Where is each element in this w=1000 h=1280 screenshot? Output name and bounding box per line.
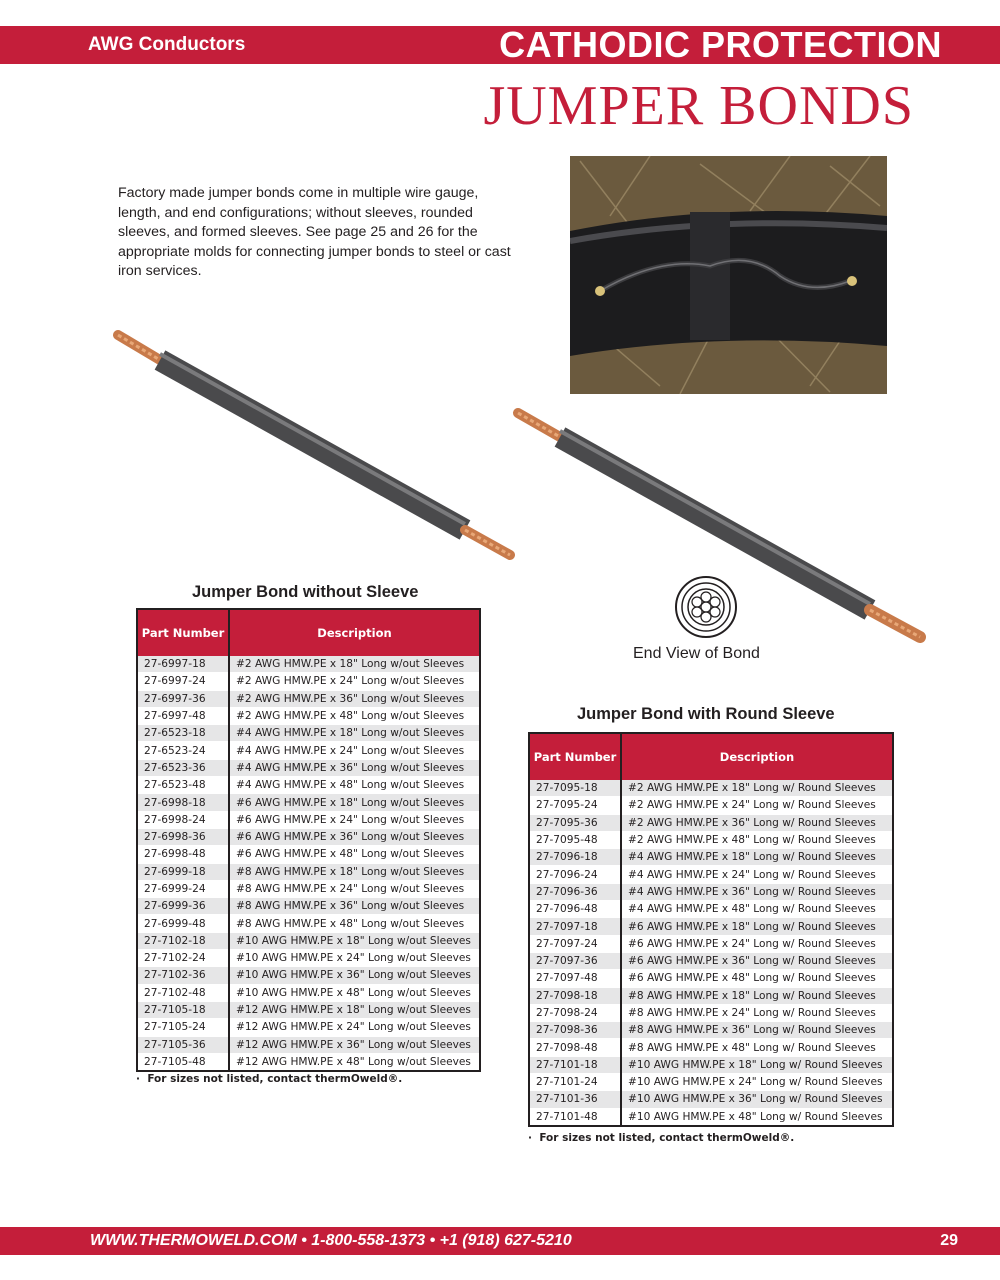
part-number-cell: 27-6999-24 <box>137 880 229 897</box>
part-number-cell: 27-6999-36 <box>137 898 229 915</box>
table-row <box>137 673 480 690</box>
section-label: AWG Conductors <box>88 34 246 55</box>
part-number-cell: 27-7102-18 <box>137 932 229 949</box>
table-row <box>529 883 893 900</box>
table-row <box>529 1004 893 1021</box>
table-row <box>137 828 480 845</box>
description-cell: #10 AWG HMW.PE x 36" Long w/ Round Sleeves <box>621 1091 893 1108</box>
table-row <box>137 656 480 673</box>
part-number-cell: 27-7095-24 <box>529 797 621 814</box>
part-number-cell: 27-6997-18 <box>137 656 229 673</box>
description-cell: #4 AWG HMW.PE x 18" Long w/out Sleeves <box>229 725 480 742</box>
table-row <box>529 987 893 1004</box>
description-cell: #2 AWG HMW.PE x 48" Long w/ Round Sleeves <box>621 831 893 848</box>
part-number-cell: 27-7095-48 <box>529 831 621 848</box>
description-cell: #4 AWG HMW.PE x 18" Long w/ Round Sleeves <box>621 849 893 866</box>
table-row <box>529 952 893 969</box>
description-cell: #2 AWG HMW.PE x 48" Long w/out Sleeves <box>229 707 480 724</box>
part-number-cell: 27-6997-24 <box>137 673 229 690</box>
part-number-cell: 27-7098-18 <box>529 987 621 1004</box>
description-cell: #8 AWG HMW.PE x 48" Long w/out Sleeves <box>229 915 480 932</box>
part-number-cell: 27-7096-48 <box>529 901 621 918</box>
description-cell: #8 AWG HMW.PE x 24" Long w/out Sleeves <box>229 880 480 897</box>
table-row <box>529 918 893 935</box>
part-number-cell: 27-7102-36 <box>137 967 229 984</box>
part-number-cell: 27-6523-48 <box>137 777 229 794</box>
description-cell: #8 AWG HMW.PE x 36" Long w/out Sleeves <box>229 898 480 915</box>
table-row <box>137 950 480 967</box>
parts-table-round-sleeve <box>528 732 894 1127</box>
description-cell: #4 AWG HMW.PE x 48" Long w/ Round Sleeves <box>621 901 893 918</box>
part-number-cell: 27-6523-24 <box>137 742 229 759</box>
part-number-cell: 27-7102-24 <box>137 950 229 967</box>
part-number-cell: 27-7098-48 <box>529 1039 621 1056</box>
description-cell: #4 AWG HMW.PE x 36" Long w/out Sleeves <box>229 759 480 776</box>
description-cell: #4 AWG HMW.PE x 24" Long w/out Sleeves <box>229 742 480 759</box>
table-row <box>529 1108 893 1126</box>
part-number-cell: 27-6997-48 <box>137 707 229 724</box>
part-number-cell: 27-7096-24 <box>529 866 621 883</box>
table-row <box>137 967 480 984</box>
table-row <box>529 1022 893 1039</box>
part-number-cell: 27-7096-18 <box>529 849 621 866</box>
part-number-cell: 27-7105-36 <box>137 1036 229 1053</box>
table-row <box>529 1039 893 1056</box>
part-number-cell: 27-7105-24 <box>137 1019 229 1036</box>
table-row <box>137 880 480 897</box>
table-row <box>137 932 480 949</box>
installed-bond-photo <box>570 156 887 394</box>
part-number-cell: 27-7095-18 <box>529 780 621 797</box>
description-cell: #10 AWG HMW.PE x 18" Long w/ Round Sleeves <box>621 1056 893 1073</box>
description-cell: #10 AWG HMW.PE x 48" Long w/ Round Sleeves <box>621 1108 893 1126</box>
table-row <box>529 814 893 831</box>
part-number-cell: 27-7101-24 <box>529 1074 621 1091</box>
part-number-cell: 27-6999-18 <box>137 863 229 880</box>
bond-end-view-icon <box>674 575 738 639</box>
description-cell: #6 AWG HMW.PE x 24" Long w/ Round Sleeves <box>621 935 893 952</box>
table-row <box>137 707 480 724</box>
table-row <box>137 759 480 776</box>
description-cell: #4 AWG HMW.PE x 48" Long w/out Sleeves <box>229 777 480 794</box>
table-row <box>137 690 480 707</box>
table-row <box>137 1001 480 1018</box>
intro-paragraph: Factory made jumper bonds come in multiple wire gauge, length, and end configurations; without sleeves, rounded sleeves, and formed sleeves. See page 25 and 26 for the appropriate molds for connecting jumper bonds to steel or cast iron services. <box>118 185 511 279</box>
col-header-description: Description <box>229 609 480 656</box>
description-cell: #10 AWG HMW.PE x 18" Long w/out Sleeves <box>229 932 480 949</box>
part-number-cell: 27-6999-48 <box>137 915 229 932</box>
table-row <box>529 831 893 848</box>
description-cell: #10 AWG HMW.PE x 24" Long w/out Sleeves <box>229 950 480 967</box>
description-cell: #2 AWG HMW.PE x 24" Long w/ Round Sleeves <box>621 797 893 814</box>
part-number-cell: 27-6998-48 <box>137 846 229 863</box>
table-row <box>529 1074 893 1091</box>
table-row <box>137 777 480 794</box>
part-number-cell: 27-6998-36 <box>137 828 229 845</box>
description-cell: #4 AWG HMW.PE x 36" Long w/ Round Sleeves <box>621 883 893 900</box>
description-cell: #10 AWG HMW.PE x 36" Long w/out Sleeves <box>229 967 480 984</box>
end-view-label: End View of Bond <box>633 645 760 662</box>
footnote-no-sleeve: · For sizes not listed, contact thermOweld®. <box>136 1073 403 1085</box>
table-row <box>137 863 480 880</box>
part-number-cell: 27-6523-18 <box>137 725 229 742</box>
part-number-cell: 27-7102-48 <box>137 984 229 1001</box>
footnote-round-sleeve: · For sizes not listed, contact thermOweld®. <box>528 1132 795 1144</box>
part-number-cell: 27-6998-18 <box>137 794 229 811</box>
table-row <box>529 1056 893 1073</box>
table-row <box>529 935 893 952</box>
table-row <box>529 901 893 918</box>
part-number-cell: 27-7097-24 <box>529 935 621 952</box>
part-number-cell: 27-7105-48 <box>137 1053 229 1071</box>
table-row <box>137 725 480 742</box>
table-row <box>137 898 480 915</box>
description-cell: #2 AWG HMW.PE x 18" Long w/ Round Sleeves <box>621 780 893 797</box>
table-row <box>137 846 480 863</box>
table-row <box>137 811 480 828</box>
description-cell: #6 AWG HMW.PE x 48" Long w/out Sleeves <box>229 846 480 863</box>
part-number-cell: 27-6523-36 <box>137 759 229 776</box>
table-row <box>137 794 480 811</box>
table-row <box>529 797 893 814</box>
table-row <box>137 1036 480 1053</box>
description-cell: #8 AWG HMW.PE x 18" Long w/ Round Sleeves <box>621 987 893 1004</box>
table-row <box>137 984 480 1001</box>
description-cell: #6 AWG HMW.PE x 36" Long w/out Sleeves <box>229 828 480 845</box>
part-number-cell: 27-7097-48 <box>529 970 621 987</box>
table-row <box>529 780 893 797</box>
description-cell: #4 AWG HMW.PE x 24" Long w/ Round Sleeves <box>621 866 893 883</box>
description-cell: #6 AWG HMW.PE x 24" Long w/out Sleeves <box>229 811 480 828</box>
part-number-cell: 27-7105-18 <box>137 1001 229 1018</box>
part-number-cell: 27-7098-24 <box>529 1004 621 1021</box>
col-header-part-number: Part Number <box>137 609 229 656</box>
parts-table-no-sleeve <box>136 608 481 1072</box>
description-cell: #2 AWG HMW.PE x 24" Long w/out Sleeves <box>229 673 480 690</box>
part-number-cell: 27-6998-24 <box>137 811 229 828</box>
part-number-cell: 27-7101-18 <box>529 1056 621 1073</box>
description-cell: #12 AWG HMW.PE x 18" Long w/out Sleeves <box>229 1001 480 1018</box>
page-title: JUMPER BONDS <box>483 75 914 137</box>
part-number-cell: 27-7098-36 <box>529 1022 621 1039</box>
footer-contact: WWW.THERMOWELD.COM • 1-800-558-1373 • +1 (918) 627-5210 <box>90 1232 572 1249</box>
description-cell: #12 AWG HMW.PE x 36" Long w/out Sleeves <box>229 1036 480 1053</box>
table-row <box>137 742 480 759</box>
table-row <box>529 866 893 883</box>
part-number-cell: 27-7097-36 <box>529 952 621 969</box>
table-row <box>529 849 893 866</box>
description-cell: #10 AWG HMW.PE x 48" Long w/out Sleeves <box>229 984 480 1001</box>
category-heading: CATHODIC PROTECTION <box>499 24 942 65</box>
table-row <box>529 970 893 987</box>
table-row <box>137 915 480 932</box>
description-cell: #2 AWG HMW.PE x 36" Long w/ Round Sleeves <box>621 814 893 831</box>
table-title-round-sleeve: Jumper Bond with Round Sleeve <box>577 705 835 723</box>
table-row <box>137 1053 480 1071</box>
description-cell: #8 AWG HMW.PE x 48" Long w/ Round Sleeves <box>621 1039 893 1056</box>
description-cell: #12 AWG HMW.PE x 48" Long w/out Sleeves <box>229 1053 480 1071</box>
description-cell: #12 AWG HMW.PE x 24" Long w/out Sleeves <box>229 1019 480 1036</box>
description-cell: #6 AWG HMW.PE x 48" Long w/ Round Sleeves <box>621 970 893 987</box>
part-number-cell: 27-6997-36 <box>137 690 229 707</box>
table-row <box>529 1091 893 1108</box>
description-cell: #8 AWG HMW.PE x 36" Long w/ Round Sleeves <box>621 1022 893 1039</box>
col-header-part-number: Part Number <box>529 733 621 780</box>
description-cell: #2 AWG HMW.PE x 18" Long w/out Sleeves <box>229 656 480 673</box>
description-cell: #8 AWG HMW.PE x 24" Long w/ Round Sleeves <box>621 1004 893 1021</box>
description-cell: #6 AWG HMW.PE x 18" Long w/out Sleeves <box>229 794 480 811</box>
description-cell: #6 AWG HMW.PE x 18" Long w/ Round Sleeves <box>621 918 893 935</box>
col-header-description: Description <box>621 733 893 780</box>
part-number-cell: 27-7097-18 <box>529 918 621 935</box>
description-cell: #8 AWG HMW.PE x 18" Long w/out Sleeves <box>229 863 480 880</box>
part-number-cell: 27-7101-36 <box>529 1091 621 1108</box>
jumper-bond-image-no-sleeve <box>110 325 520 565</box>
part-number-cell: 27-7095-36 <box>529 814 621 831</box>
table-title-no-sleeve: Jumper Bond without Sleeve <box>192 583 419 601</box>
part-number-cell: 27-7096-36 <box>529 883 621 900</box>
page-number: 29 <box>940 1232 958 1249</box>
description-cell: #2 AWG HMW.PE x 36" Long w/out Sleeves <box>229 690 480 707</box>
part-number-cell: 27-7101-48 <box>529 1108 621 1126</box>
description-cell: #6 AWG HMW.PE x 36" Long w/ Round Sleeves <box>621 952 893 969</box>
table-row <box>137 1019 480 1036</box>
description-cell: #10 AWG HMW.PE x 24" Long w/ Round Sleeves <box>621 1074 893 1091</box>
